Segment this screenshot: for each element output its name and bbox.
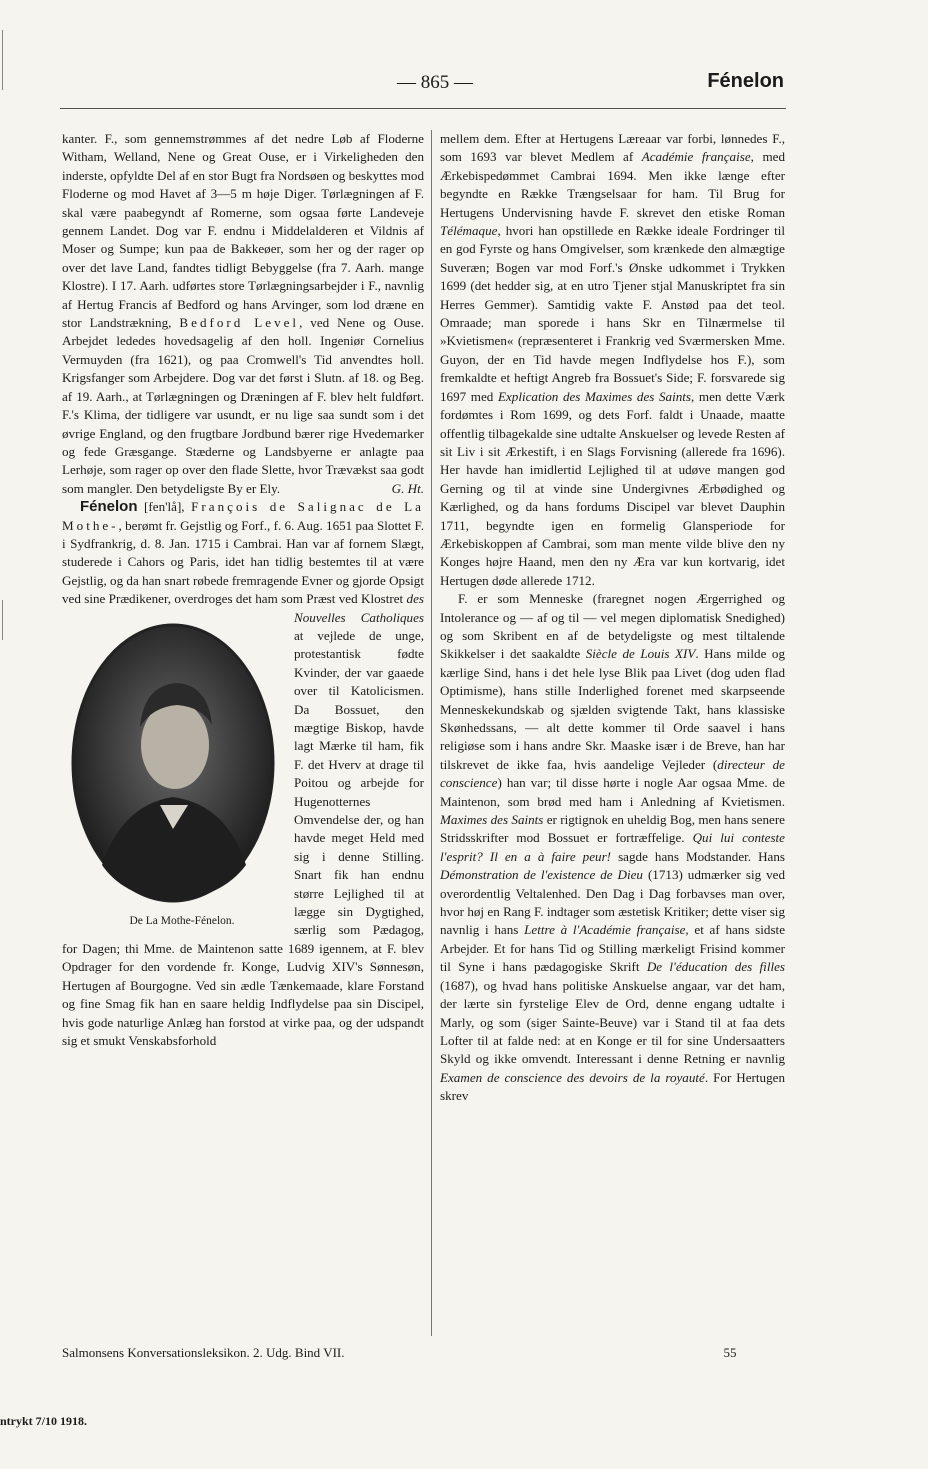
left-column	[62, 130, 424, 1050]
author-signature: G. Ht.	[391, 480, 424, 496]
headword: Fénelon	[80, 498, 138, 516]
header-rule	[60, 108, 786, 109]
running-head: Fénelon	[707, 70, 784, 92]
bedford-level-term: Bedford Level	[179, 315, 300, 331]
footer-source: Salmonsens Konversationsleksikon. 2. Udg. Bind VII.	[62, 1345, 345, 1360]
footer-sheet-number: 55	[723, 1345, 737, 1360]
fenelon-entry: Fénelon [fen'lå], François de Salignac de La Mothe-, berømt fr. Gejstlig og Forf., f. 6. Aug. 1651 paa Slottet F. i Sydfrankrig, d. 8. Jan. 1715 i Cambrai. Han var af fornem Slægt, studerede i Cahors og Paris, idet han tidlig bestemtes til at være Gejstlig, og da han snart røbede fremragende Evner og gjorde Opsigt ved sine Prædikener, overdroges det ham som Præst ved Klostret De La Mothe-Fénelon. des Nouvelles Catholiques at vejlede de unge, protestantisk fødte Kvinder, der var gaaede over til Katolicismen. Da Bossuet, den mægtige Biskop, havde lagt Mærke til ham, fik F. det Hverv at drage til Poitou og arbejde for Hugenotternes Omvendelse der, og han havde meget Held med sig i denne Stilling. Snart fik han endnu større Lejlighed til at lægge sin Dygtighed, særlig som Pædagog, for Dagen; thi Mme. de Maintenon satte 1689 igennem, at F. blev Opdrager for den vordende fr. Konge, Ludvig XIV's Sønnesøn, Hertugen af Bourgogne. Ved sin ædle Tænkemaade, klare Forstand og fine Smag fik han en saare heldig Indflydelse paa sin Discipel, hvis gode naturlige Anlæg han forstod at virke paa, og der udspandt sig et smukt Venskabsforhold	[62, 498, 424, 1048]
right-column	[440, 130, 785, 1106]
portrait-figure	[62, 615, 284, 933]
column-divider	[431, 130, 432, 1336]
fenland-article-end: kanter. F., som gennemstrømmes af det nedre Løb af Floderne Witham, Welland, Nene og Great Ouse, er i Virkeligheden den inderste, opfyldte Del af en stor Bugt fra Nordsøen og beskyttes mod Floderne og mod Havet af 3—5 m høje Diger. Tørlægningen af F. skal være paabegyndt af Romerne, som ogsaa førte Landeveje gennem Landet. Dog var F. endnu i Middelalderen et Vildnis af Moser og Sumpe; kun paa de Bakkeøer, som her og der rager op over det lave Land, fandtes tidligt Bebyggelse (fra 7. Aarh. mange Klostre). I 17. Aarh. udførtes store Tørlægningsarbejder i F., navnlig af Hertug Francis af Bedford og hans Arvinger, som lod dræne en stor Landstrækning, Bedford Level, ved Nene og Ouse. Arbejdet lededes hovedsagelig af den holl. Ingeniør Cornelius Vermuyden (fra 1621), og paa Cromwell's Tid anvendtes holl. Krigsfanger som Arbejdere. Dog var det først i Slutn. af 18. og Beg. af 19. Aarh., at Tørlægningen og Dræningen af F. blev helt fuldført. F.'s Klima, der tidligere var usundt, er nu lige saa sundt som i det øvrige England, og den frugtbare Jordbund bærer rige Hvedemarker og fede Græsgange. Stæderne og Landsbyerne er anlagte paa Lerhøje, som rager op over den flade Slette, hvor Trævækst saa godt som mangler. Den betydeligste By er Ely. G. Ht.	[62, 130, 424, 498]
full-name: François de Salignac de La Mothe-	[62, 499, 424, 533]
imprint-note: ntrykt 7/10 1918.	[0, 1414, 87, 1428]
right-paragraph-2: F. er som Menneske (fraregnet nogen Ærgerrighed og Intolerance og — af og til — vel megen diplomatisk Snedighed) og som Skribent en af de betydeligste og mest tiltalende Skikkelser i det saakaldte Siècle de Louis XIV. Hans milde og kærlige Sind, hans i det hele lyse Blik paa Livet (dog uden flad Optimisme), hans stille Inderlighed forenet med skarpseende Menneskekundskab og sjælden svigtende Takt, hans klassiske Skønhedssans, — alt dette kommer til Orde saavel i hans religiøse som i hans andre Skr. Maaske især i de Breve, han har tilskrevet de ikke faa, hvis aandelige Vejleder (directeur de conscience) han var; til disse hørte i nogle Aar ogsaa Mme. de Maintenon, som brød med ham i Anledning af Kvietismen. Maximes des Saints er rigtignok en uheldig Bog, men hans senere Stridsskrifter mod Bossuet er fortræffelige. Qui lui conteste l'esprit? Il en a à faire peur! sagde hans Modstander. Hans Démonstration de l'existence de Dieu (1713) udmærker sig ved overordentlig Veltalenhed. Den Dag i Dag forbavses man over, hvor høj en Rang F. indtager som æstetisk Kritiker; dette viser sig navnlig i hans Lettre à l'Académie française, et af hans sidste Arbejder. Et for hans Tid og Stilling mærkeligt Frisind kommer til Syne i hans pædagogiske Skrift De l'éducation des filles (1687), og hvad hans politiske Anskuelse angaar, var det ham, der lærte sin fyrstelige Elev de Ord, denne engang udtalte i Marly, og som (siger Sainte-Beuve) var i Stand til at faa dets Lofter til at falde ned: at en Konge er til for sine Undersaatters Skyld og ikke omvendt. Interessant i denne Retning er navnlig Examen de conscience des devoirs de la royauté. For Hertugen skrev	[440, 591, 785, 1104]
portrait-caption: De La Mothe-Fénelon.	[129, 914, 235, 927]
portrait-image	[62, 615, 284, 911]
institution-title: des Nouvelles Catholiques	[294, 591, 424, 625]
pronunciation: [fen'lå],	[137, 499, 192, 515]
scan-edge-mark	[2, 600, 3, 640]
right-paragraph-1: mellem dem. Efter at Hertugens Læreaar var forbi, lønnedes F., som 1693 var blevet Medlem af Académie française, med Ærkebispedømmet Cambrai 1694. Men ikke længe efter begyndte en Række Trængselsaar for ham. Til Brug for Hertugens Undervisning havde F. skrevet den etiske Roman Télémaque, hvori han opstillede en Række ideale Fordringer til en god Fyrste og hans Omgivelser, som krænkede den almægtige Suveræn; Bogen var mod Forf.'s Ønske udkommet i Trykken 1699 (det hedder sig, at en utro Tjener stjal Manuskriptet fra sin Herres Gemmer). Samtidig vakte F. Anstød paa det teol. Omraade; man sporede i hans Skr en Tilnærmelse til »Kvietismen« (repræsenteret i Frankrig ved Sværmersken Mme. Guyon, der en Tid havde megen Indflydelse hos F.), som fremkaldte et heftigt Angreb fra Bossuet's Side; F. forsvarede sig 1697 med Explication des Maximes des Saints, men dette Værk fordømtes i Rom 1699, og dets Forf. faldt i Unaade, maatte offentlig tilbagekalde sine udtalte Anskuelser og levede Resten af sit Liv i sit Ærkestift, i en Slags Forvisning (allerede fra 1696). Her havde han imidlertid Lejlighed til at udøve mangen god Gerning og til at vinde sine Undergivnes Ærbødighed og Kærlighed, og da hans fordums Discipel var blevet Dauphin 1711, begyndte igen en formelig Glansperiode for Ærkebiskoppen af Cambrai, som man mente vilde blive den ny Konges højre Haand, men den ny Æra var kun kortvarig, idet Hertugen døde allerede 1712.	[440, 131, 785, 588]
page-number: — 865 —	[397, 72, 473, 93]
scan-edge-mark	[2, 30, 3, 90]
